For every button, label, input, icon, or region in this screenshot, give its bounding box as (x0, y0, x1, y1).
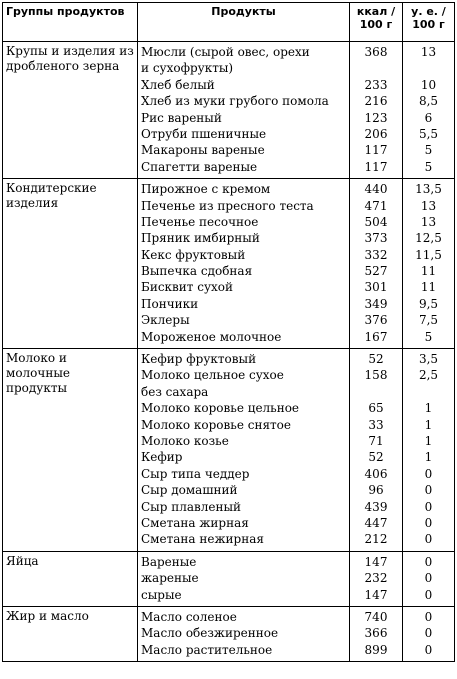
ue-value: 9,5 (418, 296, 439, 311)
ue-value: 3,5 (418, 352, 439, 367)
kcal-value: 52 (368, 352, 384, 367)
product-name: Кефир (141, 450, 183, 465)
product-name: Мюсли (сырой овес, орехи (141, 45, 310, 59)
product-name: жареные (141, 571, 199, 586)
product-name: Сметана нежирная (141, 532, 264, 547)
ue-value: 11 (420, 264, 437, 279)
kcal-value: 740 (364, 609, 388, 624)
ue-value: 0 (424, 609, 433, 624)
kcal-value: 332 (364, 247, 388, 262)
kcal-value: 96 (368, 483, 384, 498)
kcal-value: 376 (364, 313, 388, 328)
product-name: Сыр типа чеддер (141, 466, 250, 481)
ue-value: 0 (424, 515, 433, 530)
header-row (3, 3, 455, 42)
kcal-value: 471 (364, 198, 388, 213)
product-name: и сухофрукты) (141, 61, 234, 76)
ue-value: 1 (424, 433, 433, 448)
kcal-value: 373 (364, 231, 388, 246)
ue-value: 13,5 (415, 182, 442, 197)
group-name: Яйца (3, 551, 138, 606)
product-name: Спагетти вареные (141, 159, 258, 174)
ue-value: 0 (424, 466, 433, 481)
kcal-value: 899 (364, 642, 388, 657)
kcal-value: 117 (364, 159, 388, 174)
spacer (406, 60, 451, 76)
kcal-value: 147 (364, 587, 388, 602)
ue-value: 0 (424, 532, 433, 547)
product-cell (138, 42, 350, 179)
ue-cell (403, 42, 455, 179)
ue-value: 13 (420, 214, 437, 229)
product-name: Рис вареный (141, 110, 222, 125)
group-row (3, 349, 455, 552)
spacer (353, 60, 399, 76)
kcal-value: 301 (364, 280, 388, 295)
kcal-value: 52 (368, 450, 384, 465)
product-name: Эклеры (141, 313, 190, 328)
header-kcal (350, 3, 403, 42)
product-name: Масло соленое (141, 609, 237, 624)
ue-value: 11 (420, 280, 437, 295)
kcal-value: 216 (364, 94, 388, 109)
product-name: сырые (141, 587, 182, 602)
kcal-cell (350, 551, 403, 606)
ue-value: 1 (424, 450, 433, 465)
kcal-value: 349 (364, 296, 388, 311)
ue-value: 5,5 (418, 126, 439, 141)
calorie-table-container (2, 2, 454, 662)
product-name: Хлеб из муки грубого помола (141, 94, 329, 109)
ue-value: 13 (420, 198, 437, 213)
kcal-value: 147 (364, 554, 388, 569)
product-name: Молоко коровье снятое (141, 417, 291, 432)
header-products: Продукты (138, 3, 350, 42)
kcal-value: 439 (364, 499, 388, 514)
group-name: Жир и масло (3, 606, 138, 661)
group-row (3, 179, 455, 349)
ue-value: 1 (424, 417, 433, 432)
kcal-value: 406 (364, 466, 388, 481)
product-name: Мороженое молочное (141, 329, 282, 344)
product-cell (138, 349, 350, 552)
ue-value: 7,5 (418, 313, 439, 328)
ue-cell (403, 551, 455, 606)
product-name: Молоко цельное сухое (141, 368, 284, 383)
product-name: Печенье песочное (141, 214, 259, 229)
kcal-value: 233 (364, 77, 388, 92)
header-kcal-line2: 100 г (359, 18, 393, 31)
ue-value: 11,5 (415, 247, 442, 262)
kcal-value: 232 (364, 571, 388, 586)
group-row (3, 551, 455, 606)
ue-value: 0 (424, 571, 433, 586)
ue-value: 2,5 (418, 368, 439, 383)
product-name: Пончики (141, 296, 199, 311)
kcal-cell (350, 349, 403, 552)
kcal-value: 117 (364, 143, 388, 158)
ue-value: 0 (424, 642, 433, 657)
spacer (406, 384, 451, 400)
product-cell (138, 551, 350, 606)
group-row (3, 42, 455, 179)
kcal-value: 65 (368, 401, 384, 416)
kcal-value: 167 (364, 329, 388, 344)
product-cell (138, 606, 350, 661)
group-name: Кондитерские изделия (3, 179, 138, 349)
product-name: Кекс фруктовый (141, 247, 246, 262)
kcal-value: 440 (364, 182, 388, 197)
product-name: Выпечка сдобная (141, 264, 253, 279)
ue-value: 0 (424, 587, 433, 602)
kcal-value: 447 (364, 515, 388, 530)
product-name: Молоко козье (141, 433, 229, 448)
ue-value: 5 (424, 329, 433, 344)
product-name: Вареные (141, 554, 197, 569)
kcal-cell (350, 42, 403, 179)
product-name: Молоко коровье цельное (141, 401, 300, 416)
calorie-table (2, 2, 455, 662)
table-body (3, 42, 455, 662)
ue-value: 8,5 (418, 94, 439, 109)
ue-value: 5 (424, 143, 433, 158)
header-kcal-line1: ккал / (356, 5, 396, 18)
product-name: Пирожное с кремом (141, 182, 271, 197)
ue-value: 13 (420, 45, 437, 59)
kcal-value: 368 (364, 45, 388, 59)
header-groups: Группы продуктов (3, 3, 138, 42)
kcal-value: 527 (364, 264, 388, 279)
product-cell (138, 179, 350, 349)
kcal-value: 158 (364, 368, 388, 383)
group-name: Крупы и изделия из дробленого зерна (3, 42, 138, 179)
product-name: Пряник имбирный (141, 231, 260, 246)
product-name: Кефир фруктовый (141, 352, 257, 367)
kcal-value: 123 (364, 110, 388, 125)
product-name: Отруби пшеничные (141, 126, 267, 141)
header-ue (403, 3, 455, 42)
ue-cell (403, 606, 455, 661)
group-row (3, 606, 455, 661)
product-name: без сахара (141, 384, 209, 399)
kcal-cell (350, 179, 403, 349)
kcal-value: 212 (364, 532, 388, 547)
kcal-cell (350, 606, 403, 661)
ue-value: 12,5 (415, 231, 442, 246)
product-name: Сметана жирная (141, 515, 249, 530)
product-name: Масло обезжиренное (141, 626, 279, 641)
product-name: Сыр домашний (141, 483, 238, 498)
header-ue-line2: 100 г (412, 18, 445, 31)
header-ue-line1: у. е. / (411, 5, 446, 18)
spacer (353, 384, 399, 400)
product-name: Сыр плавленый (141, 499, 242, 514)
product-name: Масло растительное (141, 642, 273, 657)
product-name: Печенье из пресного теста (141, 198, 314, 213)
kcal-value: 33 (368, 417, 384, 432)
ue-value: 1 (424, 401, 433, 416)
kcal-value: 71 (368, 433, 384, 448)
product-name: Макароны вареные (141, 143, 265, 158)
ue-cell (403, 349, 455, 552)
ue-cell (403, 179, 455, 349)
ue-value: 0 (424, 499, 433, 514)
table-header (3, 3, 455, 42)
group-name: Молоко и молочные продукты (3, 349, 138, 552)
kcal-value: 206 (364, 126, 388, 141)
ue-value: 5 (424, 159, 433, 174)
ue-value: 0 (424, 554, 433, 569)
product-name: Хлеб белый (141, 77, 215, 92)
ue-value: 6 (424, 110, 433, 125)
ue-value: 0 (424, 626, 433, 641)
ue-value: 10 (420, 77, 437, 92)
kcal-value: 504 (364, 214, 388, 229)
ue-value: 0 (424, 483, 433, 498)
product-name: Бисквит сухой (141, 280, 234, 295)
kcal-value: 366 (364, 626, 388, 641)
